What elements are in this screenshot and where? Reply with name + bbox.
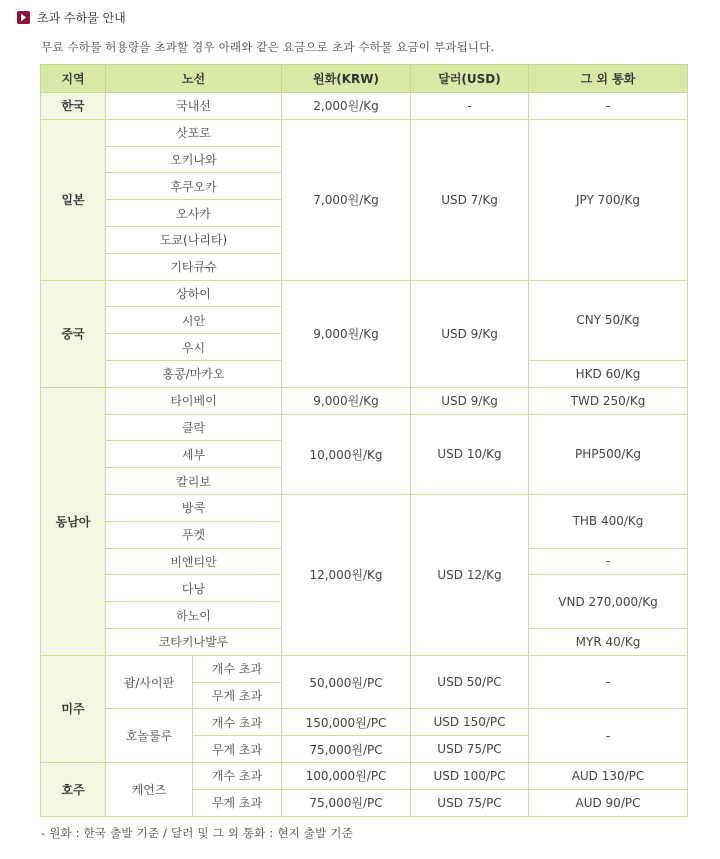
region-china: 중국 (41, 280, 106, 387)
price-other: JPY 700/Kg (529, 119, 688, 280)
price-other: - (529, 709, 688, 763)
route-kotakinabalu: 코타키나발루 (106, 628, 282, 655)
price-other: CNY 50/Kg (529, 280, 688, 360)
route-domestic: 국내선 (106, 93, 282, 120)
price-other: - (529, 93, 688, 120)
route-cebu: 세부 (106, 441, 282, 468)
route-phuket: 푸켓 (106, 521, 282, 548)
route-tokyo: 도쿄(나리타) (106, 226, 282, 253)
table-row (41, 655, 688, 682)
sub-count: 개수 초과 (193, 709, 282, 736)
section-title: 초과 수하물 안내 (37, 11, 126, 25)
price-usd: USD 7/Kg (411, 119, 529, 280)
route-okinawa: 오키나와 (106, 146, 282, 173)
table-header-row (41, 65, 688, 93)
excess-baggage-table (40, 64, 688, 817)
route-vientiane: 비엔티안 (106, 548, 282, 575)
table-row (41, 93, 688, 120)
price-other: AUD 90/PC (529, 789, 688, 816)
price-other: THB 400/Kg (529, 494, 688, 548)
price-krw: 75,000원/PC (282, 789, 411, 816)
route-osaka: 오사카 (106, 200, 282, 227)
route-danang: 다낭 (106, 575, 282, 602)
header-other: 그 외 통화 (529, 65, 688, 93)
header-route: 노선 (106, 65, 282, 93)
route-cairns: 케언즈 (106, 762, 193, 816)
header-usd: 달러(USD) (411, 65, 529, 93)
price-krw: 50,000원/PC (282, 655, 411, 709)
table-row (41, 119, 688, 146)
price-usd: USD 50/PC (411, 655, 529, 709)
route-hongkong: 홍콩/마카오 (106, 360, 282, 387)
region-korea: 한국 (41, 93, 106, 120)
price-other: AUD 130/PC (529, 762, 688, 789)
price-usd: USD 12/Kg (411, 494, 529, 655)
route-clark: 클락 (106, 414, 282, 441)
intro-text: 무료 수하물 허용량을 초과할 경우 아래와 같은 요금으로 초과 수하물 요금이 부과됩니다. (41, 40, 495, 54)
route-kitakyushu: 기타큐슈 (106, 253, 282, 280)
price-usd: USD 100/PC (411, 762, 529, 789)
price-usd: USD 150/PC (411, 709, 529, 736)
section-header (17, 9, 126, 26)
table-row (41, 762, 688, 789)
sub-weight: 무게 초과 (193, 682, 282, 709)
region-australia: 호주 (41, 762, 106, 816)
footnote: - 원화 : 한국 출발 기준 / 달러 및 그 외 통화 : 현지 출발 기준 (41, 826, 353, 840)
price-krw: 12,000원/Kg (282, 494, 411, 655)
header-krw: 원화(KRW) (282, 65, 411, 93)
route-xian: 시안 (106, 307, 282, 334)
route-honolulu: 호놀룰루 (106, 709, 193, 763)
price-other: MYR 40/Kg (529, 628, 688, 655)
price-usd: USD 75/PC (411, 736, 529, 763)
table-row (41, 387, 688, 414)
sub-count: 개수 초과 (193, 762, 282, 789)
table-row (41, 280, 688, 307)
price-krw: 7,000원/Kg (282, 119, 411, 280)
price-krw: 9,000원/Kg (282, 280, 411, 387)
region-japan: 일본 (41, 119, 106, 280)
price-usd: USD 75/PC (411, 789, 529, 816)
route-bangkok: 방콕 (106, 494, 282, 521)
header-region: 지역 (41, 65, 106, 93)
price-other: VND 270,000/Kg (529, 575, 688, 629)
route-fukuoka: 후쿠오카 (106, 173, 282, 200)
table-row (41, 414, 688, 441)
price-other: - (529, 655, 688, 709)
price-krw: 9,000원/Kg (282, 387, 411, 414)
price-other: HKD 60/Kg (529, 360, 688, 387)
price-usd: USD 9/Kg (411, 387, 529, 414)
price-krw: 75,000원/PC (282, 736, 411, 763)
sub-weight: 무게 초과 (193, 789, 282, 816)
price-krw: 150,000원/PC (282, 709, 411, 736)
price-usd: - (411, 93, 529, 120)
route-shanghai: 상하이 (106, 280, 282, 307)
table-row (41, 709, 688, 736)
region-southeast-asia: 동남아 (41, 387, 106, 655)
price-krw: 100,000원/PC (282, 762, 411, 789)
price-other: PHP500/Kg (529, 414, 688, 494)
price-usd: USD 9/Kg (411, 280, 529, 387)
sub-count: 개수 초과 (193, 655, 282, 682)
table-row (41, 494, 688, 521)
route-sapporo: 삿포로 (106, 119, 282, 146)
route-taipei: 타이베이 (106, 387, 282, 414)
price-krw: 2,000원/Kg (282, 93, 411, 120)
region-america: 미주 (41, 655, 106, 762)
price-other: - (529, 548, 688, 575)
route-hanoi: 하노이 (106, 602, 282, 629)
route-kalibo: 칼리보 (106, 468, 282, 495)
sub-weight: 무게 초과 (193, 736, 282, 763)
chevron-right-icon (17, 11, 30, 24)
price-krw: 10,000원/Kg (282, 414, 411, 494)
route-wuxi: 우시 (106, 334, 282, 361)
route-guam: 괌/사이판 (106, 655, 193, 709)
price-other: TWD 250/Kg (529, 387, 688, 414)
price-usd: USD 10/Kg (411, 414, 529, 494)
